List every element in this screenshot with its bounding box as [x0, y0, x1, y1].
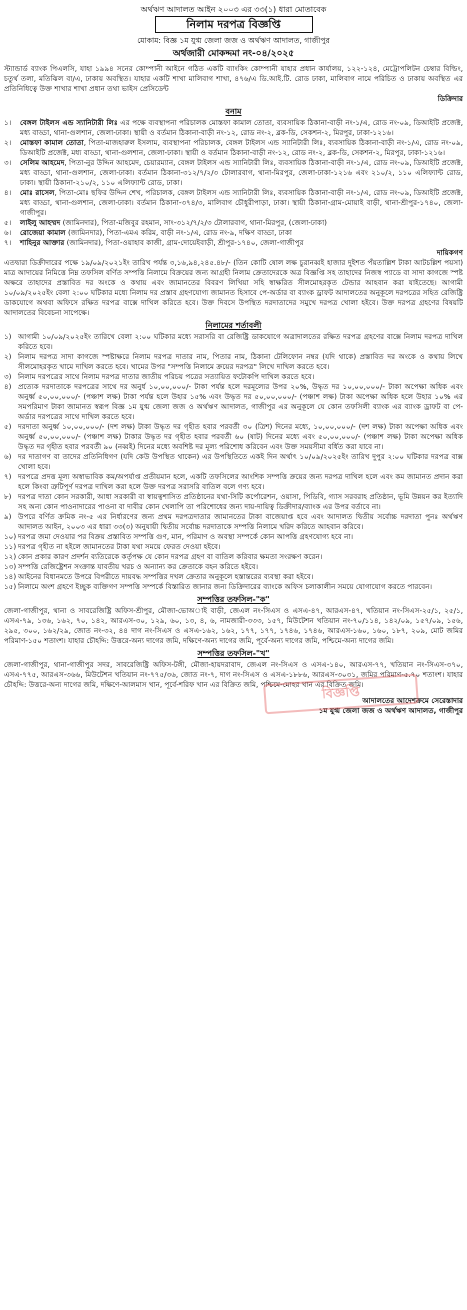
notice-title: নিলাম দরপত্র বিজ্ঞপ্তি	[155, 16, 313, 33]
case-number: অর্থজারী মোকদ্দমা নং-০৪/২০২৫	[154, 48, 314, 61]
list-item: ৫। লাইলু আহম্মদ (জামিনদার), পিতা-মজিবুর রহমান, সাং-৩১২/৭/২/৩ টোলারবাগ, থানা-মিরপুর, (জেলা-ঢাকা)	[4, 218, 327, 227]
terms-heading: নিলামের শর্তাবলী	[205, 321, 262, 330]
judgment-debtor-label: দায়িকগণ	[436, 248, 463, 257]
schedule-kha-text: জেলা-গাজীপুর, থানা-গাজীপুর সদর, সাবরেজিষ্ট্রি অফিস-টঙ্গী, মৌজা-হায়দরাবাদ, জেএল নং-সিএস ও এসএ-১৪০, আরএস-৭৭, খতিয়ান নং-সিএস-৩৭০, এসএ-৭৭৫, আরএস-৩৬৬, মিউটেশন খতিয়ান নং-৭৭৫/৩৬, জোত নং-৭, দাগ নং-সিএস ও এসএ-১৮৮৬, আরএস-৩০৩১, জমির পরিমাণ-৫.৭০ শতাংশ। যাহার চৌহদ্দি: উত্তরে-অন্য দাগের জমি, দক্ষিণে-আলমাস খান, পূর্বে-শরিফ খান এর বিক্রিত জমি, পশ্চিমে-মোহর খান এর বিক্রিত জমি।	[4, 660, 463, 689]
list-item: ১৪) আইনের বিধানমতে উপরে বিপরীতে দায়বদ্ধ সম্পত্তির দখল ক্রেতার অনুকূলে হস্তান্তরের ব্যবস্থা করা হইবে।	[4, 572, 314, 581]
list-item: ৪) প্রত্যেক দরদাতাকে দরপত্রের সাথে দর অনুর্ধ ১০,০০,০০০/- টাকা পর্যন্ত হলে দরমূল্যের উপর ২০%, উদ্ধৃত দর ১০,০০,০০০/- টাকা অপেক্ষা অধিক এবং অনুর্ধ্ব ৫০,০০,০০০/- (পঞ্চাশ লক্ষ) টাকা পর্যন্ত হলে উহার ১৫% এবং উদ্ধৃত দর ৫০,০০,০০০/- (পঞ্চাশ লক্ষ) টাকা অপেক্ষা অধিক হলে উহার ১০% এর সমপরিমাণ টাকা জামানত স্বরূপ বিজ্ঞ ১ম যুগ্ম জেলা জজ ও অর্থঋণ আদালত, গাজীপুর এর অনুকূলে যে কোন তফসিলী ব্যাংক এর ব্যাংক ড্রাফট বা পে-অর্ডার দরপত্রের সাথে দাখিল করতে হবে।	[4, 382, 463, 421]
order-line: আদালতের আদেশক্রমে সেরেস্তাদার	[362, 696, 463, 705]
tender-notice	[4, 4, 463, 716]
law-reference: অর্থঋণ আদালত আইন ২০০৩ এর ৩৩(১) ধারা মোতাবেক	[140, 5, 327, 14]
list-item: ৬। রোজেয়া কামাল (জামিনদার), পিতা-এমএ করিম, বাড়ী নং-১/এ, রোড নং-৯, দক্ষিণ বাড্ডা, ঢাকা	[4, 228, 292, 237]
list-item: ৬) দর দাতাগণ বা তাদের প্রতিনিধিগণ (যদি কেউ উপস্থিত থাকেন) এর উপস্থিতিতে একই দিন অর্থাৎ ১০/০৯/২০২৫ইং তারিখ দুপুর ২:০০ ঘটিকার দরপত্র বাক্স খোলা হবে।	[4, 452, 463, 471]
schedule-ka-heading: সম্পত্তির তফসিল-"ক"	[197, 595, 270, 604]
watermark-stamp: বিজ্ঞপ্তি	[263, 674, 419, 715]
list-item: ৮) দরপত্র দাতা কোন সরকারী, আধা সরকারী বা স্বায়ত্বশাসিত প্রতিষ্ঠানের যথা-সিটি কর্পোরেশন, ওয়াসা, পিডিবি, গ্যাস সরবরাহ প্রতিষ্ঠান, ভূমি উন্নয়ন কর ইত্যাদি সহ অন্য কোন পাওনাদারের পাওনা বা দাবীর কোন খেলাপি তা পরিশোধের জন্য দায়-দায়িত্ব ডিক্রীদার/ব্যাংক এর উপর বর্তাবে না।	[4, 492, 463, 511]
list-item: ৩) নিলাম দরপত্রের সাথে নিলাম দরপত্র দাতার জাতীয় পরিচয় পত্রের সত্যায়িত ফটোকপি দাখিল করতে হবে।	[4, 372, 315, 381]
list-item: ১) আগামী ১০/০৯/২০২৫ইং তারিখে বেলা ২:০০ ঘটিকার মধ্যে সরাসরি বা রেজিষ্ট্রি ডাকযোগে অত্রাদালতের রক্ষিত দরপত্র গ্রহণের বাক্সে নিলাম দরপত্র দাখিল করিতে হবে।	[4, 332, 463, 351]
signature-line: ১ম যুগ্ম জেলা জজ ও অর্থঋণ আদালত, গাজীপুর	[318, 706, 463, 715]
list-item: ১৫) নিলামে অংশ গ্রহণে ইচ্ছুক ব্যক্তিগণ সম্পত্তি সম্পর্কে বিস্তারিত জানার জন্য ডিক্রিদারের ব্যাংকে অফিস চলাকালীন সময়ে যোগাযোগ করতে পারবেন।	[4, 582, 433, 591]
body-paragraph: এতদ্বারা ডিক্রীদারের পক্ষে ১৯/০৯/২০২১ইং তারিখ পর্যন্ত ৩,১৬,৯৪,২৪৫.৪৮/- (তিন কোটি ষোল লক্ষ চুরানব্বই হাজার দুইশত পঁয়তাল্লিশ টাকা আটচল্লিশ পয়সা) মাত্র আদায়ের নিমিত্তে নিম্ন তফসিল বর্ণিত সম্পত্তি নিলামে বিক্রয়ের জন্য আগ্রহী নিলাম ক্রেতাদেরকে অত্র বিজ্ঞপ্তি সহ তাহাদের নিজস্ব প্যাডে বা সাদা কাগজে স্পষ্ট অক্ষরে তাহাদের প্রস্তাবিত দর অংকে ও কথায় এবং জামানতের বিবরণ লিখিয়া সহি স্বাক্ষরিত সীলমোহরকৃত টেন্ডার আহবান করা যাইতেছে। আগামী ১০/০৯/২০২৫ইং বেলা ২:০০ ঘটিকার মধ্যে নিলাম দর প্রস্তাব গ্রহণযোগ্য জামানত হিসাবে পে-অর্ডার বা ব্যাংক ড্রাফট আদালতের অনুকূলে দরপত্রের সহিত রেজিষ্ট্রি ডাকযোগে অথবা অফিসে রক্ষিত দরপত্র বাক্সে দাখিল করিতে হবে। উক্ত দিবসে উপস্থিত দরদাতাদের সমুখে দরপত্র খোলা হইবে। উক্ত দরপত্র গ্রহণের বিষয়টি আদালতের বিবেচনা সাপেক্ষে।	[4, 258, 463, 317]
list-item: ১। বেঙ্গল টাইলস এন্ড স্যানিটারী লিঃ এর পক্ষে ব্যবস্থাপনা পরিচালক মোস্তফা কামাল তোতা, ব্যবসায়িক ঠিকানা-বাড়ী নং-১/এ, রোড নং-০৯, ডিআইটি প্রজেক্ট, মধ্য বাড্ডা, থানা-গুলশান, জেলা-ঢাকা। স্থায়ী ও বর্তমান ঠিকানা-বাড়ী নং-১২, রোড নং-২, ব্লক-ডি, সেকশন-২, মিরপুর, ঢাকা-১২১৬।	[4, 118, 463, 137]
terms-list	[4, 332, 463, 592]
versus-heading: বনাম	[225, 107, 242, 116]
intro-paragraph: স্ট্যান্ডার্ড ব্যাংক পিএলসি, যাহা ১৯৯৪ সনের কোম্পানী আইনে গঠিত একটি ব্যাংকিং কোম্পানী যাহার প্রধান কার্যালয়, ১২২-১২৪, মেট্রোপলিটন চেম্বার বিল্ডিং, চতুর্থ তলা, মতিঝিল বা/এ, ঢাকায় অবস্থিত। যাহার একটি শাখা মালিবাগ শাখা, ৪৭৬/এ ডি.আই.টি. রোড ঢাকা, মালিবাগ নামে পরিচিত ও ঢাকায় অবস্থিত এর প্রতিনিধিত্বে উক্ত শাখার শাখা প্রধান তথা ভাইস প্রেসিডেন্ট	[4, 64, 463, 93]
schedule-ka-text: জেলা-গাজীপুর, থানা ও সাবরেজিষ্ট্রি অফিস-শ্রীপুর, মৌজা-ভোঅাই বাড়ী, জেএল নং-সিএস ও এসএ-৪৭, আরএস-৪৭, খতিয়ান নং-সিএস-২৫/১, ২৫/১, এসএ-৭৯, ১৩৬, ১৬২, ৭০, ১৪২, আরএস-৩০, ১২৯, ৬০, ১৩, ৪, ৬, নামজারী-৩৩৩, ১৫৭, মিউটেশন খতিয়ান নং-৭০/১১৪, ১৪২/০৯, ১৫৭/০৯, ১৫৬, ২৯৫, ৩০০, ১৬২/২৯, জোত নং-৩২, ৪৪ দাগ নং-সিএস ও এসএ-১৬২, ১৬২, ১৭৭, ১৭৭, ১৭৪৬, ১৭৪৬, আরএস-১৬০, ১৬০, ১৮৭, ২০৯, মোট জমির পরিমাণ-১৫০ শতাংশ। যাহার চৌহদ্দি: উত্তরে-অন্য দাগের জমি, দক্ষিণে-অন্য দাগের জমি, পূর্বে-অন্য দাগের জমি, পশ্চিমে-অন্য দাগের জমি।	[4, 606, 463, 645]
list-item: ১১) দরপত্র গৃহীত না হইলে জামানতের টাকা যথা সময়ে ফেরত দেওয়া হইবে।	[4, 542, 221, 551]
list-item: ৭) দরপত্রে প্রদত্ত মূল্য অস্বাভাবিক কম/অপর্যাপ্ত প্রতীয়মান হলে, একটি তফসিলের আংশিক সম্পত্তি ক্রয়ের জন্য দরপত্র দাখিল হলে এবং কম জামানত প্রদান করা হলে কিংবা ত্রুটিপূর্ণ দরপত্র দাখিল করা হলে উক্ত দরপত্র সরাসরি বাতিল বলে গণ্য হবে।	[4, 472, 463, 491]
list-item: ৩। সেলিম আহমেদ, পিতা-নুর উদ্দিন আহমেদ, চেয়ারম্যান, বেঙ্গল টাইলস এন্ড স্যানিটারী লিঃ, ব্যবসায়িক ঠিকানা-বাড়ী নং-১/এ, রোড নং-০৯, ডিআইটি প্রজেক্ট, মধ্য বাড্ডা, থানা-গুলশান, জেলা-ঢাকা। বর্তমান ঠিকানা-৩১২/৭/২/৩ টোলারবাগ, থানা-মিরপুর, জেলা-ঢাকা-১২১৬ এবং ২১০/২, ১১০ এলিফ্যান্ট রোড, ঢাকা। স্থায়ী ঠিকানা-২১০/২, ১১০ এলিফ্যান্ট রোড, ঢাকা।	[4, 158, 463, 187]
list-item: ৫) দরদাতা অনুর্ধ্ব ১০,০০,০০০/- (দশ লক্ষ) টাকা উদ্ধৃত দর গৃহীত হবার পরবর্তী ৩০ (ত্রিশ) দিনের মধ্যে, ১০,০০,০০০/- (দশ লক্ষ) টাকা অপেক্ষা অধিক এবং অনুর্ধ্ব ৫০,০০,০০০/- (পঞ্চাশ লক্ষ) টাকার উদ্ধৃত দর গৃহীত হবার পরবর্তী ৬০ (ষাট) দিনের মধ্যে এবং ৫০,০০,০০০/- (পঞ্চাশ লক্ষ) টাকা অপেক্ষা অধিক উদ্ধৃত দর গৃহীত হবার পরবর্তী ৯০ (নব্বই) দিনের মধ্যে অবশিষ্ট দর মূল্য পরিশোধ করিবেন এবং উক্ত সময়সীমা বর্ধিত করা যাবে না।	[4, 422, 463, 451]
list-item: ১৩) সম্পত্তি রেজিষ্ট্রেশন সংক্রান্ত যাবতীয় খরচ ও অন্যান্য কর ক্রেতাকে বহন করিতে হইবে।	[4, 562, 259, 571]
court-line: মোকাম: বিজ্ঞ ১ম যুগ্ম জেলা জজ ও অর্থঋণ আদালত, গাজীপুর	[137, 36, 330, 45]
list-item: ২) নিলাম দরপত্র সাদা কাগজে স্পষ্টাক্ষরে নিলাম দরপত্র দাতার নাম, পিতার নাম, ঠিকানা টেলিফোন নম্বর (যদি থাকে) প্রস্তাবিত দর অংকে ও কথায় লিখে সীলমোহরকৃত খামে দাখিল করতে হবে। খামের উপর "সম্পত্তি নিলামে ক্রয়ের দরপত্র" লিখে দাখিল করতে হবে।	[4, 352, 463, 371]
defendant-list	[4, 118, 463, 248]
list-item: ৪। মোঃ রাসেল, পিতা-মোঃ ছফির উদ্দিন শেখ, পরিচালক, বেঙ্গল টাইলস এন্ড স্যানিটারী লিঃ, ব্যবসায়িক ঠিকানা-বাড়ী নং-১/এ, রোড নং-০৯, ডিআইটি প্রজেক্ট, মধ্য বাড্ডা, থানা-গুলশান, জেলা-ঢাকা। বর্তমান ঠিকানা-৩৭৪/৩, মালিবাগ চৌধুরীপাড়া, ঢাকা। স্থায়ী ঠিকানা-গ্রাম-মোয়াই বাড়ী, থানা-শ্রীপুর-১৭৪০, জেলা-গাজীপুর।	[4, 188, 463, 217]
list-item: ১০) দরপত্র জমা দেওয়ার পর বিক্রয় প্রস্তাবিত সম্পত্তি গুণ, মান, পরিমাণ ও অবস্থা সম্পর্কে কোন আপত্তি গ্রহণযোগ্য হবে না।	[4, 532, 354, 541]
decree-holder-label: ডিক্রিদার	[437, 94, 463, 103]
list-item: ৭। শাহিনুর আক্তার (জামিনদার), পিতা-ওয়াহাব কাজী, গ্রাম-দোয়েইবাড়ী, শ্রীপুর-১৭৪০, জেলা-গাজীপুর	[4, 238, 304, 247]
list-item: ২। মোস্তফা কামাল তোতা, পিতা-মাজহারুল ইসলাম, ব্যবস্থাপনা পরিচালক, বেঙ্গল টাইলস এন্ড স্যানিটারী লিঃ, ব্যবসায়িক ঠিকানা-বাড়ী নং-১/এ, রোড নং-০৯, ডিআইটি প্রজেক্ট, মধ্য বাড্ডা, থানা-গুলশান, জেলা-ঢাকা। স্থায়ী ও বর্তমান ঠিকানা-বাড়ী নং-১২, রোড নং-২, ব্লক-ডি, সেকশন-২, মিরপুর, ঢাকা-১২১৬।	[4, 138, 463, 157]
list-item: ৯) উপরে বর্ণিত ক্রমিক নং-৫ এর নির্ধারণের জন্য প্রথম দরপত্রদাতার জামানতের টাকা বাজেয়াপ্ত হবে এবং আদালত দ্বিতীয় সর্বোচ্চ দরদাতা পুনঃ অর্থঋণ আদালত আইন, ২০০৩ এর ধারা ৩৩(৩) অনুযায়ী দ্বিতীয় সর্বোচ্চ দরদাতাকে সম্পত্তি নিলামে খরিদ করিতে আহবান করিবে।	[4, 512, 463, 531]
list-item: ১২) কোন প্রকার কারণ প্রদর্শন ব্যতিরেকে কর্তৃপক্ষ যে কোন দরপত্র গ্রহণ বা বাতিল করিবার ক্ষমতা সংরক্ষণ করেন।	[4, 552, 323, 561]
schedule-kha-heading: সম্পত্তির তফসিল-"খ"	[197, 649, 270, 658]
